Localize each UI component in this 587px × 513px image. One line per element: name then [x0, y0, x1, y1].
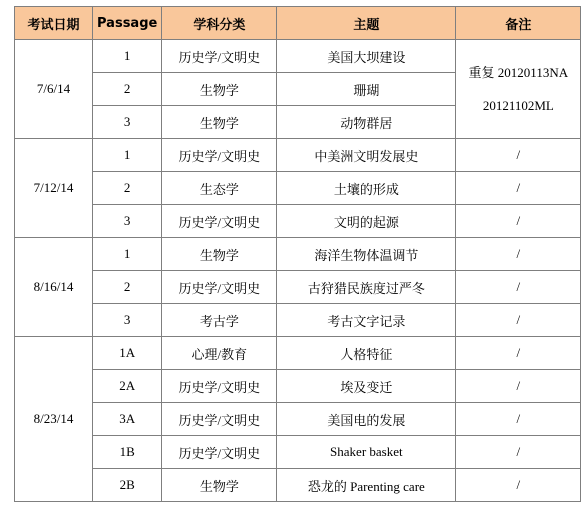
- table-row: [15, 304, 581, 337]
- table-row: [15, 469, 581, 502]
- note-cell: /: [456, 205, 581, 238]
- passage-cell: 1: [93, 139, 162, 172]
- topic-cell: 考古文字记录: [277, 304, 456, 337]
- note-cell: /: [456, 469, 581, 502]
- passage-cell: 2B: [93, 469, 162, 502]
- topic-cell: 珊瑚: [277, 73, 456, 106]
- subject-cell: 生物学: [162, 469, 277, 502]
- topic-cell: 美国电的发展: [277, 403, 456, 436]
- note-cell: /: [456, 436, 581, 469]
- subject-cell: 历史学/文明史: [162, 271, 277, 304]
- note-cell: /: [456, 304, 581, 337]
- subject-cell: 生物学: [162, 73, 277, 106]
- passage-cell: 2A: [93, 370, 162, 403]
- subject-cell: 生态学: [162, 172, 277, 205]
- table-row: [15, 238, 581, 271]
- subject-cell: 生物学: [162, 106, 277, 139]
- header-passage: Passage: [93, 7, 162, 40]
- passage-cell: 1A: [93, 337, 162, 370]
- topic-cell: 人格特征: [277, 337, 456, 370]
- table-row: [15, 337, 581, 370]
- note-cell: /: [456, 337, 581, 370]
- subject-cell: 心理/教育: [162, 337, 277, 370]
- topic-cell: 古狩猎民族度过严冬: [277, 271, 456, 304]
- passage-cell: 1: [93, 40, 162, 73]
- subject-cell: 历史学/文明史: [162, 205, 277, 238]
- note-line: 重复 20120113NA: [468, 65, 569, 80]
- exam-schedule-table: [14, 6, 581, 502]
- header-topic: 主题: [277, 7, 456, 40]
- topic-cell: 美国大坝建设: [277, 40, 456, 73]
- table-row: [15, 370, 581, 403]
- exam-date-cell: 7/12/14: [15, 139, 93, 238]
- passage-cell: 3: [93, 205, 162, 238]
- subject-cell: 生物学: [162, 238, 277, 271]
- header-note: 备注: [456, 7, 581, 40]
- passage-cell: 2: [93, 172, 162, 205]
- passage-cell: 2: [93, 271, 162, 304]
- topic-cell: 土壤的形成: [277, 172, 456, 205]
- note-cell: /: [456, 403, 581, 436]
- table-row: [15, 403, 581, 436]
- topic-cell: 动物群居: [277, 106, 456, 139]
- note-line: 20121102ML: [482, 98, 554, 113]
- note-cell: /: [456, 139, 581, 172]
- exam-date-cell: 8/23/14: [15, 337, 93, 502]
- subject-cell: 历史学/文明史: [162, 370, 277, 403]
- table-row: [15, 40, 581, 73]
- table-header: [15, 7, 581, 40]
- subject-cell: 历史学/文明史: [162, 139, 277, 172]
- topic-cell: 海洋生物体温调节: [277, 238, 456, 271]
- topic-cell: 恐龙的 Parenting care: [277, 469, 456, 502]
- passage-cell: 3A: [93, 403, 162, 436]
- table-row: [15, 271, 581, 304]
- topic-cell: 埃及变迁: [277, 370, 456, 403]
- passage-cell: 3: [93, 106, 162, 139]
- passage-cell: 1B: [93, 436, 162, 469]
- subject-cell: 考古学: [162, 304, 277, 337]
- topic-cell: 中美洲文明发展史: [277, 139, 456, 172]
- subject-cell: 历史学/文明史: [162, 436, 277, 469]
- table-row: [15, 436, 581, 469]
- table-body: [15, 40, 581, 502]
- exam-date-cell: 8/16/14: [15, 238, 93, 337]
- header-date: 考试日期: [15, 7, 93, 40]
- table-row: [15, 205, 581, 238]
- passage-cell: 2: [93, 73, 162, 106]
- topic-cell: 文明的起源: [277, 205, 456, 238]
- note-cell: [456, 40, 581, 139]
- exam-date-cell: 7/6/14: [15, 40, 93, 139]
- header-row: [15, 7, 581, 40]
- note-cell: /: [456, 370, 581, 403]
- topic-cell: Shaker basket: [277, 436, 456, 469]
- table-row: [15, 172, 581, 205]
- header-subject: 学科分类: [162, 7, 277, 40]
- note-cell: /: [456, 172, 581, 205]
- subject-cell: 历史学/文明史: [162, 40, 277, 73]
- table-row: [15, 139, 581, 172]
- note-cell: /: [456, 238, 581, 271]
- subject-cell: 历史学/文明史: [162, 403, 277, 436]
- passage-cell: 3: [93, 304, 162, 337]
- note-cell: /: [456, 271, 581, 304]
- passage-cell: 1: [93, 238, 162, 271]
